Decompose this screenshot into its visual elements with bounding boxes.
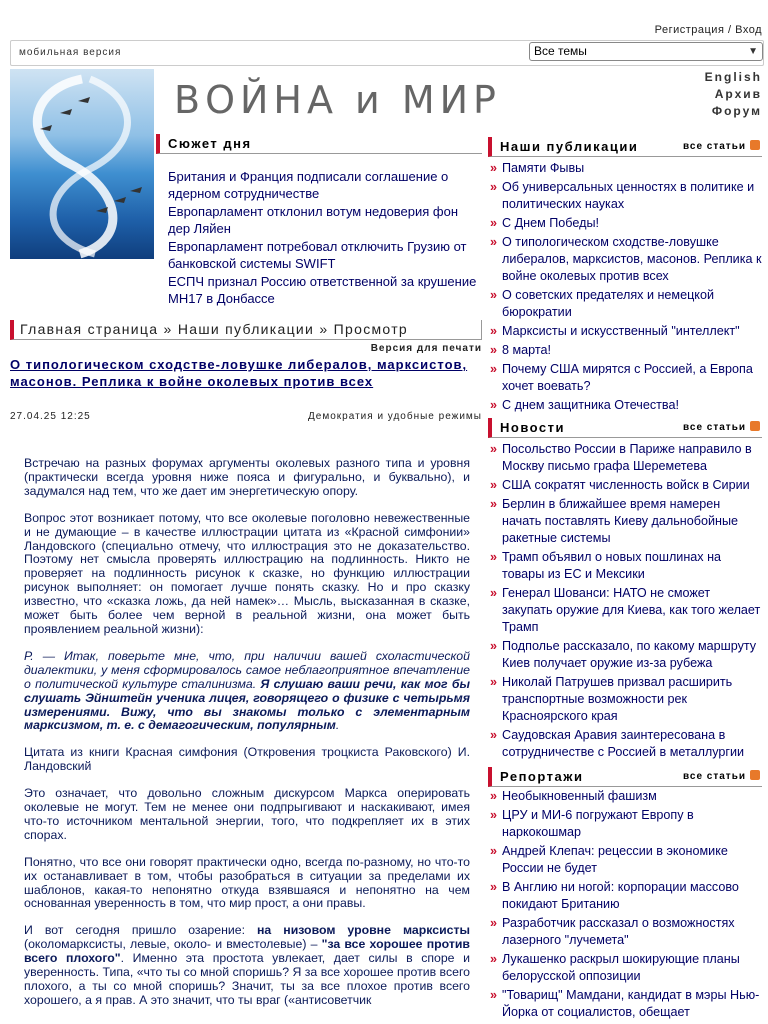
mobile-version-link[interactable]: мобильная версия — [19, 47, 122, 58]
list-item[interactable]: » Подполье рассказало, по какому маршруту Киев получает оружие из-за рубежа — [488, 638, 762, 672]
list-item[interactable]: ЕСПЧ признал Россию ответственной за крушение MH17 в Донбассе — [168, 274, 477, 306]
auth-links — [655, 24, 762, 36]
all-articles-label: все статьи — [682, 422, 746, 433]
site-logo[interactable] — [10, 69, 154, 259]
publications-heading — [488, 137, 762, 157]
chevron-down-icon: ▼ — [748, 46, 758, 57]
list-item[interactable]: » Саудовская Аравия заинтересована в сотрудничестве с Россией в металлургии — [488, 727, 762, 761]
topic-select-value: Все темы — [534, 44, 587, 58]
topic-select[interactable] — [529, 42, 763, 61]
forum-link[interactable]: Форум — [711, 104, 762, 118]
archive-link[interactable]: Архив — [714, 87, 762, 101]
rss-icon[interactable] — [750, 770, 760, 780]
list-item[interactable]: » О советских предателях и немецкой бюрократии — [488, 287, 762, 321]
list-item[interactable]: » Лукашенко раскрыл шокирующие планы белорусской оппозиции — [488, 951, 762, 985]
bold-run: на низовом уровне марксисты — [257, 923, 470, 938]
rss-icon[interactable] — [750, 140, 760, 150]
list-item[interactable]: » Необыкновенный фашизм — [488, 788, 762, 805]
text-run: . Именно эта простота увлекает, дает силы в споре и уверенность. Типа, «что ты со мной споришь? Я за все хорошее против всего плохого, а ты со мной споришь? Значит, ты за все плохое против всего хорошего, а я прав. А это значит, что ты враг («антисоветчик — [24, 951, 470, 1007]
quote-text: Р. — Итак, поверьте мне, что, при наличии вашей схоластической диалектики, у меня сформировалось самое неблагоприятное впечатление о политической культуре сталинизма. — [24, 648, 470, 691]
mobile-bar — [10, 40, 764, 66]
list-item[interactable]: » США сократят численность войск в Сирии — [488, 477, 762, 494]
list-item[interactable]: » Посольство России в Париже направило в Москву письмо графа Шереметева — [488, 441, 762, 475]
list-item[interactable]: Европарламент отклонил вотум недоверия фон дер Ляйен — [168, 204, 459, 236]
publications-all-link[interactable] — [683, 137, 760, 156]
breadcrumb-current: Просмотр — [333, 321, 409, 337]
paragraph: Вопрос этот возникает потому, что все околевые поголовно невежественные и не думающие – в качестве иллюстрации цитата из «Красной симфонии» Ландовского (специально отмечу, что иллюстрация это не доказательство. Поэтому нет смысла проверять иллюстрацию на подлинность. Никто не проверяет на подлинность рисунок к сказке, но функцию иллюстрации рисунок выполняет: он помогает лучше понять сказку. Но и про сказку известно, что «сказка ложь, да ней намек»… Мысль, высказанная в сказке, может быть более чем верной в реальной жизни, она может быть проявлением реальной жизни): — [24, 510, 470, 636]
reports-list — [488, 788, 762, 1023]
breadcrumb-sep: » — [163, 321, 173, 337]
quote-end: . — [335, 718, 340, 733]
list-item[interactable]: » Трамп объявил о новых пошлинах на товары из ЕС и Мексики — [488, 549, 762, 583]
news-heading-label: Новости — [500, 420, 566, 435]
article-title[interactable]: О типологическом сходстве-ловушке либералов, марксистов, масонов. Реплика к войне околевых против всех — [10, 357, 468, 389]
breadcrumb-home[interactable]: Главная страница — [20, 321, 159, 337]
bold-run: "за все хорошее против всего плохого" — [24, 937, 470, 966]
list-item[interactable]: » В Англию ни ногой: корпорации массово покидают Британию — [488, 879, 762, 913]
quote-paragraph — [24, 650, 470, 733]
reports-all-link[interactable] — [683, 767, 760, 786]
article-body — [24, 457, 470, 1021]
all-articles-label: все статьи — [682, 771, 746, 782]
publications-list — [488, 160, 762, 416]
site-title[interactable]: ВОЙНА и МИР — [174, 78, 501, 122]
breadcrumb-publications[interactable]: Наши публикации — [177, 321, 315, 337]
rss-icon[interactable] — [750, 421, 760, 431]
syuzhet-heading-label: Сюжет дня — [168, 136, 252, 151]
paragraph — [24, 924, 470, 1007]
jets-logo-icon — [10, 69, 154, 259]
article-date: 27.04.25 12:25 — [10, 411, 91, 422]
list-item[interactable]: Британия и Франция подписали соглашение о ядерном сотрудничестве — [168, 169, 449, 201]
auth-separator: / — [727, 24, 732, 36]
syuzhet-heading — [156, 134, 482, 154]
publications-heading-label: Наши публикации — [500, 139, 639, 154]
lang-links — [705, 69, 762, 120]
list-item[interactable]: » С Днем Победы! — [488, 215, 762, 232]
text-run: И вот сегодня пришло озарение: — [24, 923, 257, 938]
list-item[interactable]: » Марксисты и искусственный "интеллект" — [488, 323, 762, 340]
register-link[interactable]: Регистрация — [654, 24, 725, 36]
list-item[interactable]: » Николай Патрушев призвал расширить транспортные возможности рек Красноярского края — [488, 674, 762, 725]
news-list — [488, 441, 762, 763]
article-category[interactable]: Демократия и удобные режимы — [308, 411, 482, 422]
list-item[interactable]: » Почему США мирятся с Россией, а Европа хочет воевать? — [488, 361, 762, 395]
news-heading — [488, 418, 762, 438]
list-item[interactable]: » "Товарищ" Мамдани, кандидат в мэры Нью-Йорка от социалистов, обещает — [488, 987, 762, 1021]
login-link[interactable]: Вход — [735, 24, 762, 36]
breadcrumb — [10, 320, 482, 340]
syuzhet-list — [168, 168, 478, 308]
list-item[interactable]: » Генерал Шованси: НАТО не сможет закупать оружие для Киева, как того желает Трамп — [488, 585, 762, 636]
english-link[interactable]: English — [704, 70, 762, 84]
text-run: (околомарксисты, левые, около- и вместолевые) – — [24, 937, 322, 952]
list-item[interactable]: » Андрей Клепач: рецессии в экономике России не будет — [488, 843, 762, 877]
paragraph: Встречаю на разных форумах аргументы околевых разного типа и уровня (практически всегда уровня ниже пояса и фигурально, и буквально), и задумался над тем, что же дает им энергетическую опору. — [24, 456, 470, 498]
paragraph: Это означает, что довольно сложным дискурсом Маркса оперировать околевые не могут. Тем не менее они подпрыгивают и наскакивают, имея что-то источником ментальной энергии, того, что подкрепляет их в этих спорах. — [24, 786, 470, 842]
list-item[interactable]: » О типологическом сходстве-ловушке либералов, марксистов, масонов. Реплика к войне околевых против всех — [488, 234, 762, 285]
list-item[interactable]: » Об универсальных ценностях в политике и политических науках — [488, 179, 762, 213]
list-item[interactable]: » ЦРУ и МИ-6 погружают Европу в наркокошмар — [488, 807, 762, 841]
reports-heading-label: Репортажи — [500, 769, 584, 784]
quote-bold-text: Я слушаю ваши речи, как мог бы слушать Эйнштейн ученика лицея, говорящего о физике с четырьмя измерениями. Вижу, что вы знакомы только с элементарным марксизмом, т. е. с демагогическим, популярным — [24, 676, 470, 733]
print-version-link[interactable]: Версия для печати — [370, 343, 482, 354]
list-item[interactable]: » Берлин в ближайшее время намерен начать поставлять Киеву дальнобойные ракетные системы — [488, 496, 762, 547]
paragraph: Цитата из книги Красная симфония (Откровения троцкиста Раковского) И. Ландовский — [24, 745, 470, 774]
list-item[interactable]: » Разработчик рассказал о возможностях лазерного "лучемета" — [488, 915, 762, 949]
paragraph: Понятно, что все они говорят практически одно, всегда по-разному, но что-то их останавливает в том, чтобы разобраться в ситуации за пределами их шаблонов, какая-то непонятно откуда взявшаяся и непонятно на чем основанная уверенность в том, что мир прост, а они правы. — [24, 854, 470, 911]
list-item[interactable]: » С днем защитника Отечества! — [488, 397, 762, 414]
news-all-link[interactable] — [683, 418, 760, 437]
list-item[interactable]: Европарламент потребовал отключить Грузию от банковской системы SWIFT — [168, 239, 467, 271]
reports-heading — [488, 767, 762, 787]
list-item[interactable]: » Памяти Фывы — [488, 160, 762, 177]
breadcrumb-sep: » — [319, 321, 329, 337]
all-articles-label: все статьи — [682, 141, 746, 152]
list-item[interactable]: » 8 марта! — [488, 342, 762, 359]
